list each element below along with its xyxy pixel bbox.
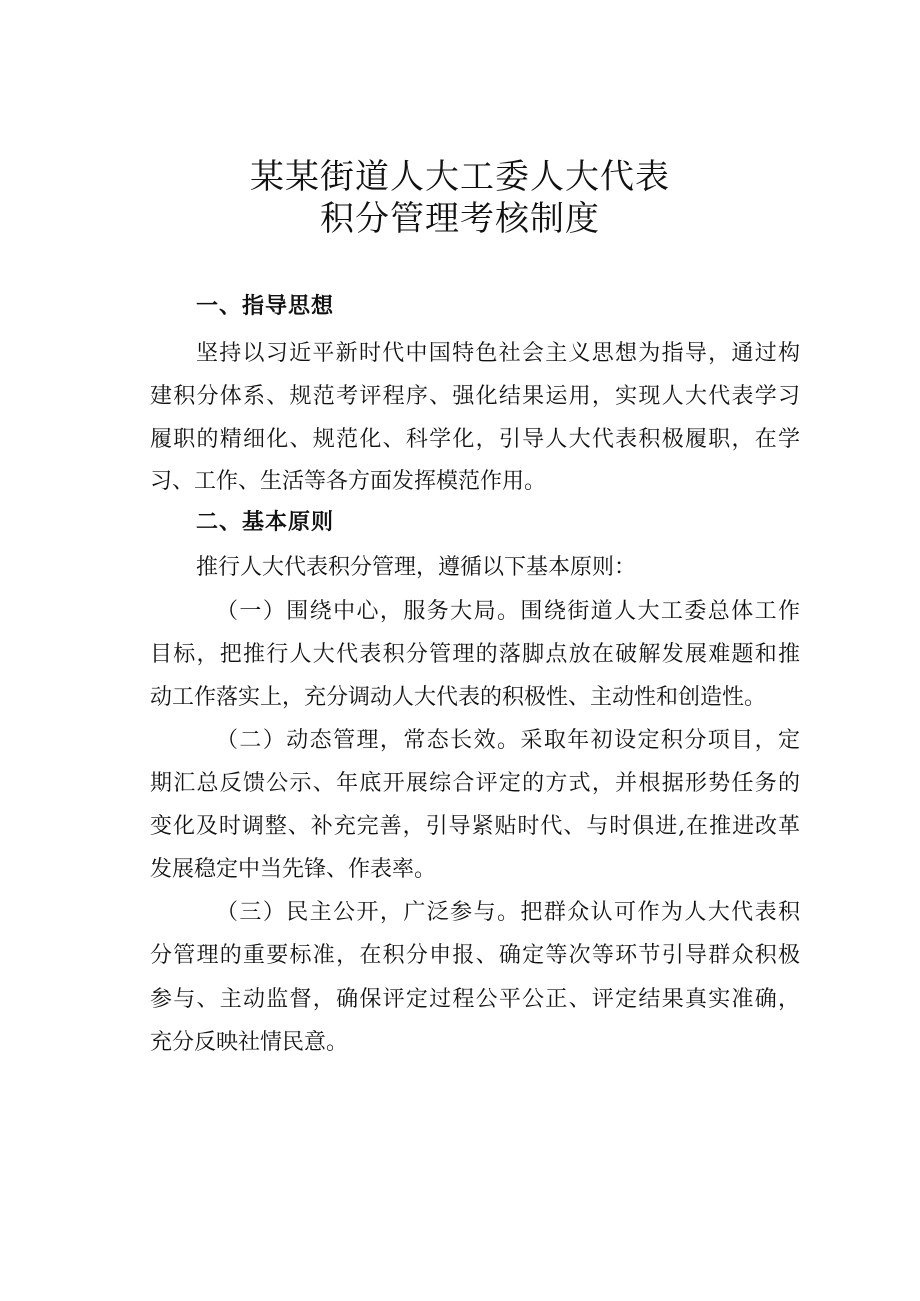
principle-3-line: 分管理的重要标准，在积分申报、确定等次等环节引导群众积极 <box>150 943 800 968</box>
section1-line: 习、工作、生活等各方面发挥模范作用。 <box>150 469 547 494</box>
principle-2-line: 变化及时调整、补充完善，引导紧贴时代、与时俱进,在推进改革 <box>150 814 800 839</box>
principle-3-line: 充分反映社情民意。 <box>150 1030 349 1055</box>
principle-3-line: （三）民主公开，广泛参与。把群众认可作为人大代表积 <box>216 900 800 925</box>
document-title-line1: 某某街道人大工委人大代表 <box>250 157 670 197</box>
principle-1-line: 目标，把推行人大代表积分管理的落脚点放在破解发展难题和推 <box>150 642 800 667</box>
section2-heading: 二、基本原则 <box>196 510 335 535</box>
principle-3-line: 参与、主动监督，确保评定过程公平公正、评定结果真实准确， <box>150 987 800 1012</box>
principle-1-line: 动工作落实上，充分调动人大代表的积极性、主动性和创造性。 <box>150 685 767 710</box>
section1-line: 坚持以习近平新时代中国特色社会主义思想为指导，通过构 <box>196 341 800 366</box>
section2-intro: 推行人大代表积分管理，遵循以下基本原则： <box>196 555 637 580</box>
principle-2-line: 期汇总反馈公示、年底开展综合评定的方式，并根据形势任务的 <box>150 771 800 796</box>
section1-line: 建积分体系、规范考评程序、强化结果运用，实现人大代表学习 <box>150 384 800 409</box>
section1-heading: 一、指导思想 <box>196 294 335 319</box>
principle-2-line: （二）动态管理，常态长效。采取年初设定积分项目，定 <box>216 728 800 753</box>
principle-2-line: 发展稳定中当先锋、作表率。 <box>150 857 437 882</box>
document-title-line2: 积分管理考核制度 <box>320 199 600 239</box>
section1-line: 履职的精细化、规范化、科学化，引导人大代表积极履职，在学 <box>150 427 800 452</box>
principle-1-line: （一）围绕中心，服务大局。围绕街道人大工委总体工作 <box>216 599 800 624</box>
